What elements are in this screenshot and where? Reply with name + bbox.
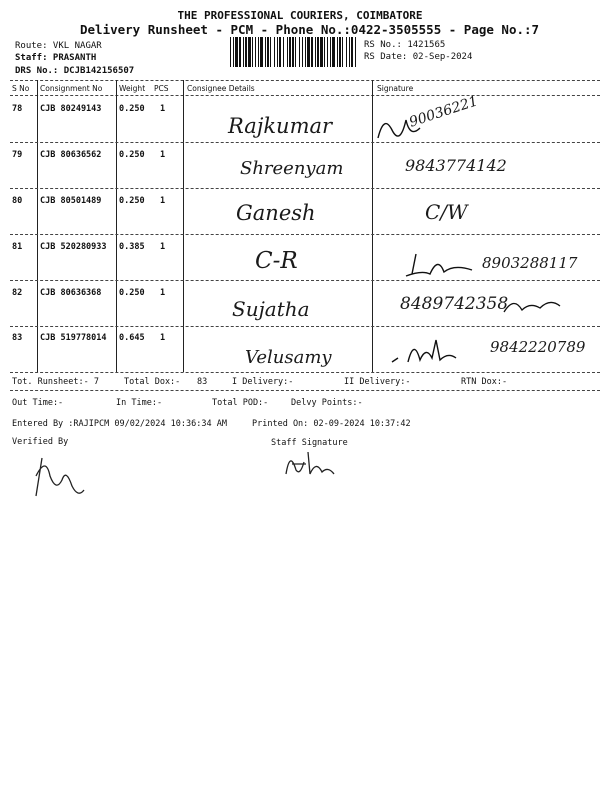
row-weight: 0.250	[119, 104, 145, 114]
row-separator	[10, 142, 600, 143]
rs-number: RS No.: 1421565	[364, 40, 446, 50]
row-weight: 0.250	[119, 150, 145, 160]
verified-signature-image	[22, 446, 92, 506]
staff-signature-image	[282, 446, 342, 480]
row-sno: 79	[12, 150, 23, 160]
rs-date: RS Date: 02-Sep-2024	[364, 52, 473, 62]
signature-scribble	[388, 332, 488, 372]
runsheet-title: Delivery Runsheet - PCM - Phone No.:0422-3505555 - Page No.:7	[80, 22, 540, 37]
i-delivery: I Delivery:-	[232, 377, 294, 387]
route-label: Route: VKL NAGAR	[15, 41, 102, 51]
row-consignment: CJB 80501489	[40, 196, 102, 206]
verified-by-label: Verified By	[12, 437, 69, 447]
row-sno: 83	[12, 333, 23, 343]
handwritten-consignee: C-R	[255, 248, 298, 274]
row-consignment: CJB 80636562	[40, 150, 102, 160]
total-dox-label: Total Dox:-	[124, 377, 181, 387]
col-pcs: PCS	[154, 84, 169, 93]
out-time: Out Time:-	[12, 398, 64, 408]
col-sno: S No	[12, 84, 30, 93]
handwritten-signature: 9842220789	[490, 338, 586, 356]
handwritten-signature: 8489742358	[400, 294, 509, 314]
handwritten-signature: C/W	[425, 200, 468, 224]
row-pcs: 1	[160, 333, 166, 343]
signature-scribble	[500, 288, 600, 328]
table-header-rule	[10, 95, 600, 96]
row-consignment: CJB 519778014	[40, 333, 107, 343]
table-bottom-rule	[10, 372, 600, 373]
tot-runsheet: Tot. Runsheet:- 7	[12, 377, 99, 387]
total-pod: Total POD:-	[212, 398, 269, 408]
table-top-rule	[10, 80, 600, 81]
row-separator	[10, 234, 600, 235]
row-consignment: CJB 520280933	[40, 242, 107, 252]
handwritten-consignee: Ganesh	[236, 201, 316, 225]
printed-on: Printed On: 02-09-2024 10:37:42	[252, 419, 411, 429]
row-sno: 82	[12, 288, 23, 298]
row-sno: 80	[12, 196, 23, 206]
row-separator	[10, 326, 600, 327]
handwritten-consignee: Shreenyam	[240, 158, 344, 179]
handwritten-consignee: Rajkumar	[228, 114, 333, 138]
row-pcs: 1	[160, 150, 166, 160]
row-consignment: CJB 80249143	[40, 104, 102, 114]
total-dox-value: 83	[197, 377, 208, 387]
row-pcs: 1	[160, 104, 166, 114]
row-pcs: 1	[160, 242, 166, 252]
col-weight: Weight	[119, 84, 146, 93]
totals-rule	[10, 390, 600, 391]
handwritten-signature: 8903288117	[482, 254, 578, 272]
row-separator	[10, 188, 600, 189]
row-consignment: CJB 80636368	[40, 288, 102, 298]
column-divider	[183, 80, 184, 372]
row-weight: 0.645	[119, 333, 145, 343]
column-divider	[116, 80, 117, 372]
row-weight: 0.385	[119, 242, 145, 252]
row-sno: 78	[12, 104, 23, 114]
handwritten-signature: 9843774142	[405, 156, 507, 175]
column-divider	[37, 80, 38, 372]
rtn-dox: RTN Dox:-	[461, 377, 508, 387]
entered-by: Entered By :RAJIPCM 09/02/2024 10:36:34 AM	[12, 419, 227, 429]
col-consignment: Consignment No	[40, 84, 103, 93]
drs-number: DRS No.: DCJB142156507	[15, 66, 135, 76]
col-signature: Signature	[377, 84, 414, 93]
row-sno: 81	[12, 242, 23, 252]
col-consignee-details: Consignee Details	[187, 84, 255, 93]
row-weight: 0.250	[119, 288, 145, 298]
row-separator	[10, 280, 600, 281]
ii-delivery: II Delivery:-	[344, 377, 411, 387]
barcode-image	[230, 37, 358, 67]
row-pcs: 1	[160, 288, 166, 298]
handwritten-consignee: Sujatha	[232, 297, 310, 321]
company-title: THE PROFESSIONAL COURIERS, COIMBATORE	[177, 9, 423, 22]
handwritten-signature: 90036221	[407, 93, 480, 131]
in-time: In Time:-	[116, 398, 163, 408]
row-weight: 0.250	[119, 196, 145, 206]
delvy-points: Delvy Points:-	[291, 398, 363, 408]
row-pcs: 1	[160, 196, 166, 206]
staff-signature-label: Staff Signature	[271, 438, 348, 448]
staff-label: Staff: PRASANTH	[15, 53, 97, 63]
handwritten-consignee: Velusamy	[245, 347, 332, 368]
